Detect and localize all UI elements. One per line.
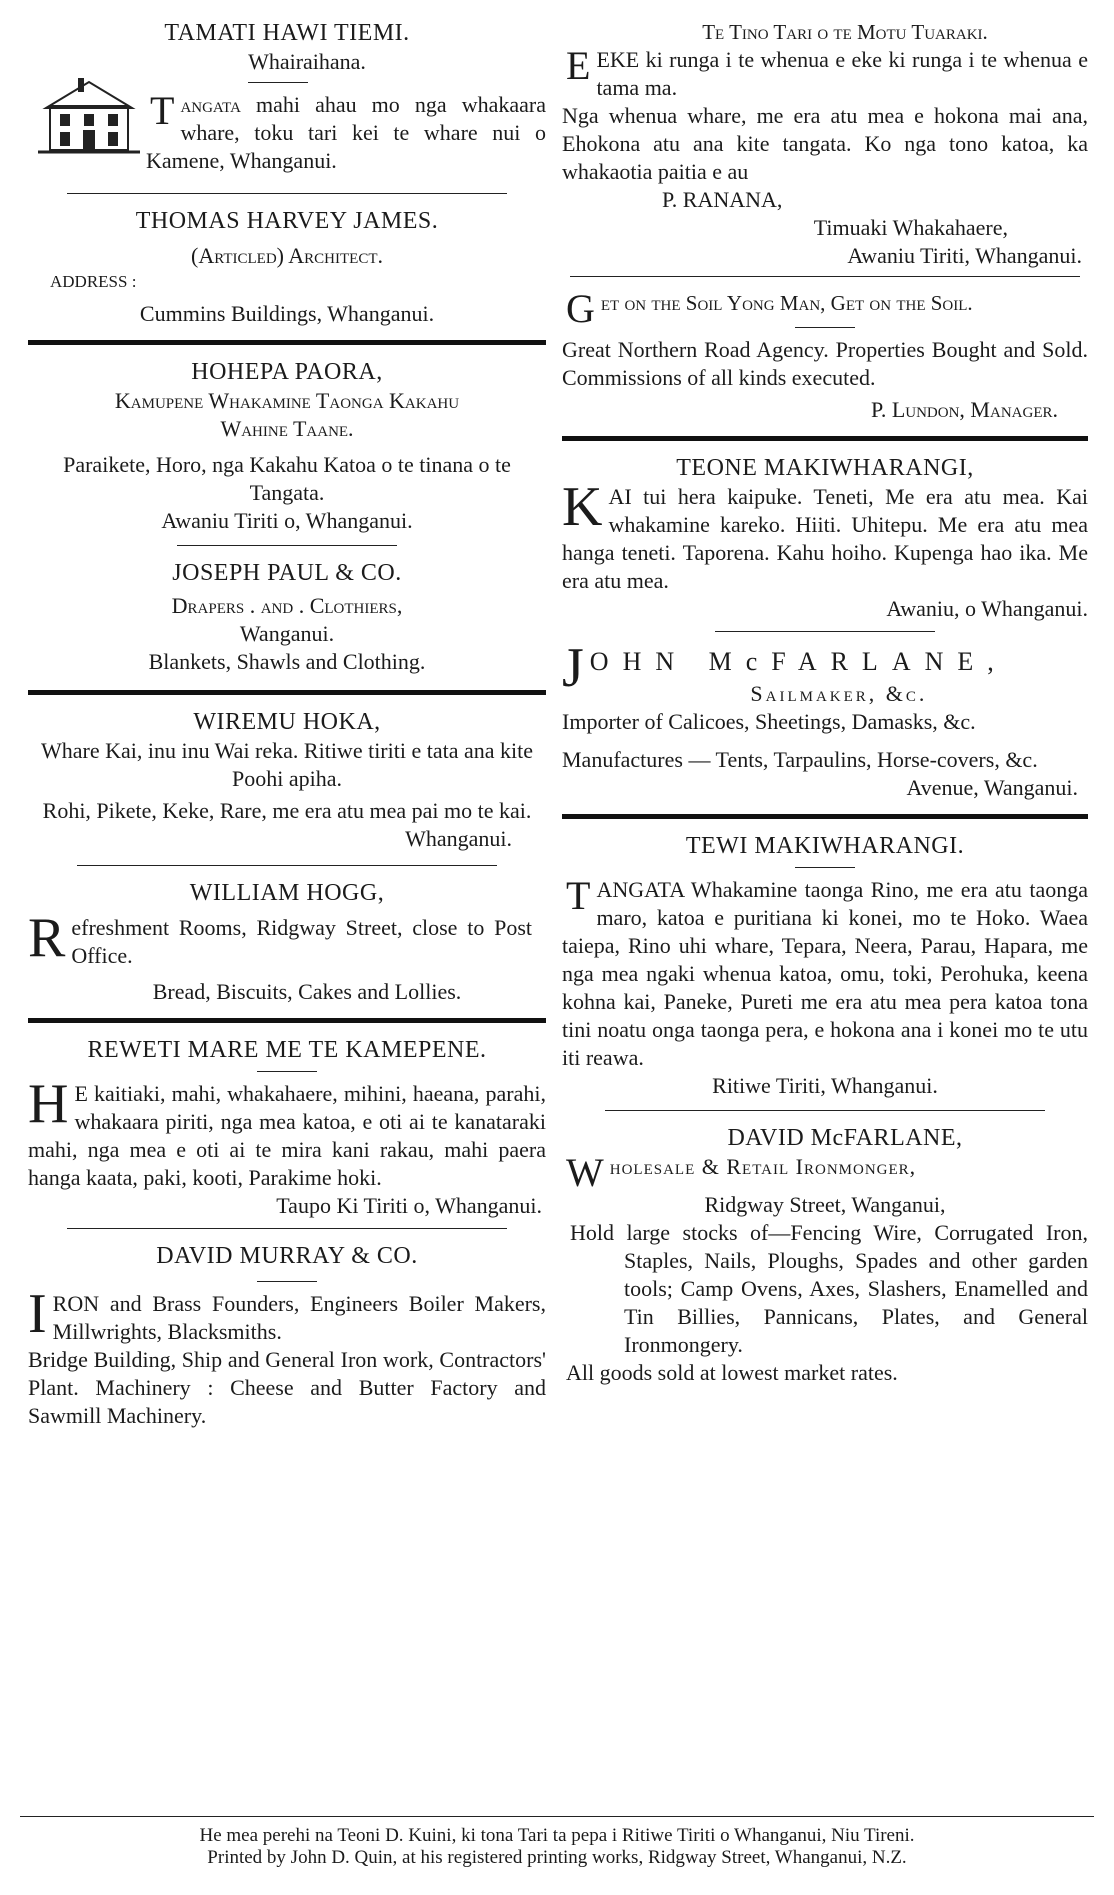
ad-manager: P. Lundon, Manager. [871, 397, 1058, 422]
ad-subtitle: Kamupene Whakamine Taonga Kakahu [114, 388, 460, 413]
ad-subtitle: Whairaihana. [248, 49, 366, 74]
ad-signer: P. RANANA, [662, 187, 783, 212]
ad-teone [562, 453, 1088, 623]
ad-body-text: mahi ahau mo nga whakaara whare, toku tari kei te whare nui o Kamene, Whanganui. [146, 92, 546, 173]
ad-body-caps: angata [180, 92, 241, 117]
ad-title: HOHEPA PAORA, [191, 359, 383, 385]
right-column [562, 18, 1088, 1387]
ad-william [28, 878, 546, 1006]
ad-body-text: ANGATA Whakamine taonga Rino, me era atu taonga maro, katoa e puritiana ki konei, mo te Hoko. Waea taiepa, Rino uhi whare, Tepara, Neera, Parau, Hapara, me nga mea ngaki whenua katoa, omu, toki, Perohuka, keena kohna kai, Paneke, Pureti me era atu mea pera katoa tona tini noatu onga taonga pera, e hokona ana i konei mo te utu iti reawa. [562, 877, 1088, 1070]
ad-title: DAVID MURRAY & CO. [156, 1243, 418, 1269]
divider [28, 1018, 546, 1023]
drop-cap: J [562, 637, 584, 699]
ad-title [562, 286, 1088, 331]
divider [67, 1228, 507, 1229]
ad-hohepa [28, 357, 546, 535]
ad-address: Taupo Ki Tiriti o, Whanganui. [276, 1193, 542, 1218]
ad-body-text: RON and Brass Founders, Engineers Boiler Makers, Millwrights, Blacksmiths. [52, 1291, 546, 1344]
ad-john-mcfarlane [562, 637, 1088, 802]
ad-body [562, 873, 1088, 1072]
ad-subtitle [562, 1150, 1088, 1195]
ad-title-text: et on the Soil Yong Man, Get on the Soil. [600, 291, 973, 315]
divider [177, 545, 397, 546]
drop-cap: T [150, 88, 175, 133]
ad-tewi [562, 831, 1088, 1100]
drop-cap: W [566, 1150, 604, 1195]
divider [67, 193, 507, 194]
ad-joseph [28, 558, 546, 676]
ad-role: Timuaki Whakahaere, [813, 215, 1008, 240]
ad-title-text: OHN McFARLANE, [589, 647, 1008, 676]
divider [28, 690, 546, 695]
ad-te-tino [562, 18, 1088, 270]
ad-body: Paraikete, Horo, nga Kakahu Katoa o te tinana o te Tangata. [63, 452, 511, 505]
ad-tamati [28, 18, 546, 175]
drop-cap: H [28, 1073, 69, 1135]
drop-cap: I [28, 1283, 47, 1345]
ad-title: THOMAS HARVEY JAMES. [135, 208, 439, 234]
ad-thomas [28, 206, 546, 328]
drop-cap: E [566, 43, 591, 88]
ad-body: Manufactures — Tents, Tarpaulins, Horse-covers, &c. [562, 747, 1038, 772]
ad-body: Great Northern Road Agency. Properties Bought and Sold. Commissions of all kinds executed. [562, 337, 1088, 390]
ad-subtitle: Sailmaker, &c. [750, 681, 928, 706]
ad-title: REWETI MARE ME TE KAMEPENE. [87, 1037, 487, 1063]
ad-body: Hold large stocks of—Fencing Wire, Corrugated Iron, Staples, Nails, Ploughs, Spades and other garden tools; Camp Ovens, Axes, Slashers, Enamelled and Tin Billies, Pannicans, Plates, and General Ironmongery. [570, 1220, 1088, 1357]
ad-body-text: E kaitiaki, mahi, whakahaere, mihini, haeana, parahi, whakaara piriti, nga mea katoa, e oti ai te kanataraki mahi, nga mea e oti ai te mira kani rakau, mahi paera hanga kaata, paki, kooti, Parakime hoki. [28, 1081, 546, 1190]
ad-address: Avenue, Wanganui. [906, 775, 1078, 800]
ad-subtitle: Wahine Taane. [220, 416, 354, 441]
ad-david-mcfarlane [562, 1123, 1088, 1387]
footer-line-english: Printed by John D. Quin, at his registered printing works, Ridgway Street, Whanganui, N.Z. [207, 1847, 907, 1868]
drop-cap: G [566, 286, 595, 331]
divider [715, 631, 935, 632]
ad-subtitle: Drapers . and . Clothiers, [171, 593, 403, 618]
ad-body-text: EKE ki runga i te whenua e eke ki runga i te whenua e tama ma. [596, 47, 1088, 100]
ad-body [28, 1073, 546, 1192]
ad-reweti [28, 1035, 546, 1220]
ad-title: TEONE MAKIWHARANGI, [676, 455, 974, 481]
ad-place: Wanganui. [239, 621, 335, 646]
ad-body: Rohi, Pikete, Keke, Rare, me era atu mea pai mo te kai. [42, 798, 532, 823]
ad-subtitle: (Articled) Architect. [191, 243, 383, 268]
ad-closing: All goods sold at lowest market rates. [566, 1360, 898, 1385]
divider [795, 327, 855, 328]
drop-cap: R [28, 907, 66, 969]
ad-title: WILLIAM HOGG, [189, 880, 385, 906]
ad-place: Whanganui. [405, 826, 512, 851]
ad-body [562, 43, 1088, 102]
ad-body: Importer of Calicoes, Sheetings, Damasks, &c. [562, 709, 976, 734]
ad-address: Cummins Buildings, Whanganui. [139, 301, 435, 326]
ad-body-text: efreshment Rooms, Ridgway Street, close to Post Office. [71, 915, 532, 968]
ad-subtitle-text: holesale & Retail Ironmonger, [609, 1154, 917, 1179]
drop-cap: K [562, 476, 603, 538]
ad-david-murray [28, 1241, 546, 1430]
divider [257, 1071, 317, 1072]
ad-body [28, 1283, 546, 1346]
ad-body-text: AI tui hera kaipuke. Teneti, Me era atu mea. Kai whakamine kareko. Hiiti. Uhitepu. Me era atu mea hanga teneti. Taporena. Kahu hoiho. Kupenga hao ika. Me era atu mea. [562, 484, 1088, 593]
ad-address: Awaniu Tiriti, Whanganui. [847, 243, 1082, 268]
ad-title: TAMATI HAWI TIEMI. [164, 20, 410, 46]
ad-title: TEWI MAKIWHARANGI. [685, 833, 965, 859]
ad-body [28, 907, 546, 970]
divider [257, 1281, 317, 1282]
address-label: ADDRESS : [50, 272, 137, 291]
ad-body: Blankets, Shawls and Clothing. [148, 649, 426, 674]
printer-footer [20, 1816, 1094, 1869]
ad-address: Ritiwe Tiriti, Whanganui. [712, 1073, 938, 1098]
ad-body: Bridge Building, Ship and General Iron work, Contractors' Plant. Machinery : Cheese and Butter Factory and Sawmill Machinery. [28, 1347, 546, 1428]
ad-body: Bread, Biscuits, Cakes and Lollies. [152, 979, 462, 1004]
ad-title: Te Tino Tari o te Motu Tuaraki. [702, 20, 988, 44]
ad-body [562, 476, 1088, 595]
ad-title: DAVID McFARLANE, [727, 1125, 963, 1151]
divider [248, 82, 308, 83]
left-column [28, 18, 546, 1430]
divider [605, 1110, 1045, 1111]
ad-body: Nga whenua whare, me era atu mea e hokona mai ana, Ehokona atu ana kite tangata. Ko nga tono katoa, ka whakaotia paitia e au [562, 103, 1088, 184]
ad-address: Awaniu, o Whanganui. [886, 596, 1088, 621]
ad-address: Awaniu Tiriti o, Whanganui. [161, 508, 413, 533]
divider [28, 340, 546, 345]
ad-title: WIREMU HOKA, [193, 709, 381, 735]
divider [570, 276, 1080, 277]
building-icon [38, 76, 140, 156]
footer-line-maori: He mea perehi na Teoni D. Kuini, ki tona Tari ta pepa i Ritiwe Tiriti o Whanganui, Niu Tireni. [199, 1825, 915, 1846]
drop-cap: T [566, 873, 591, 918]
ad-title: JOSEPH PAUL & CO. [172, 560, 402, 586]
ad-street: Ridgway Street, Wanganui, [704, 1192, 946, 1217]
divider [562, 436, 1088, 441]
divider [77, 865, 497, 866]
ad-get-on-the-soil [562, 286, 1088, 424]
divider [795, 867, 855, 868]
divider [562, 814, 1088, 819]
ad-body: Whare Kai, inu inu Wai reka. Ritiwe tiriti e tata ana kite Poohi apiha. [40, 738, 534, 791]
ad-wiremu [28, 707, 546, 853]
